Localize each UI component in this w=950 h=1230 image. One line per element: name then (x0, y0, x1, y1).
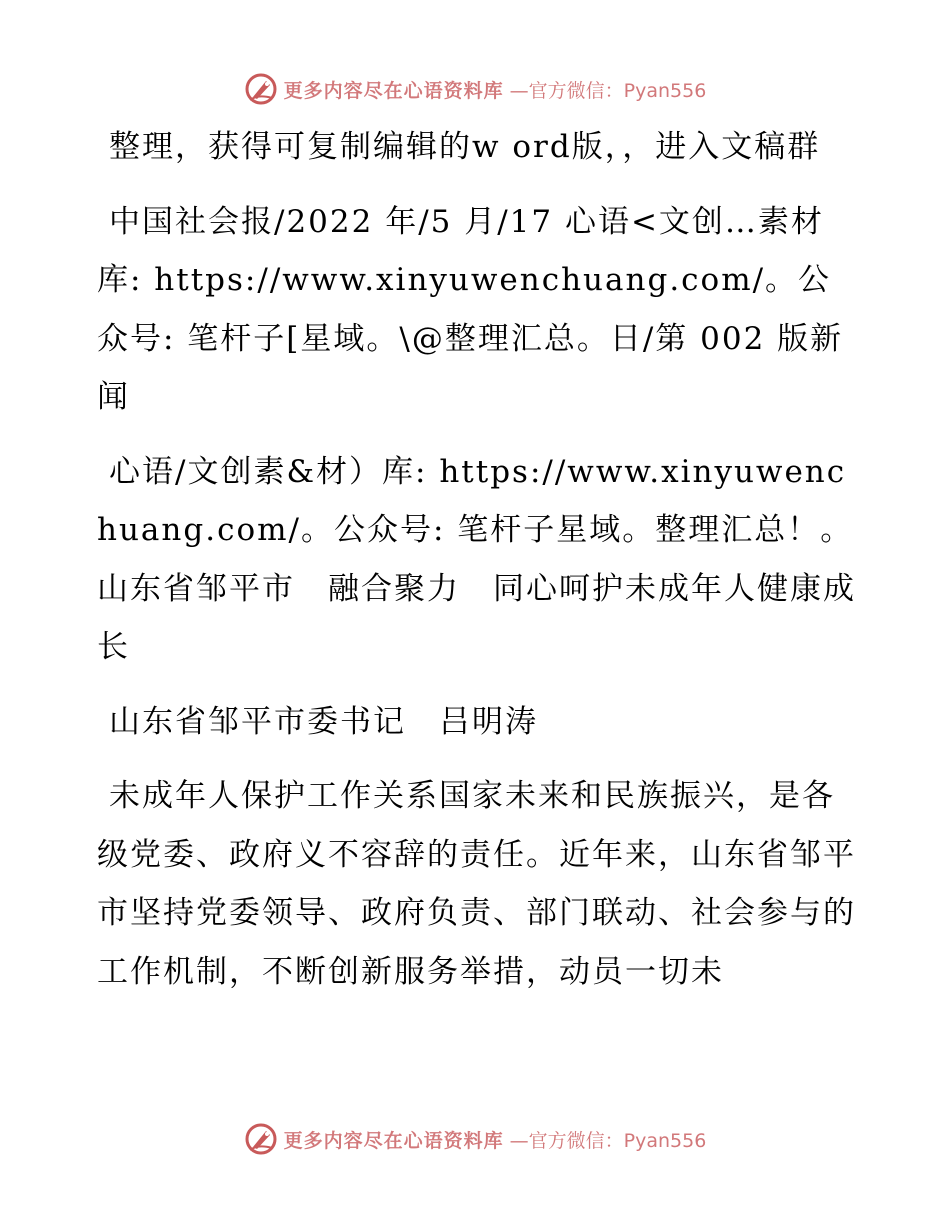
header-watermark-suffix: —官方微信：Pyan556 (509, 79, 707, 102)
pen-nib-logo-icon (244, 1122, 278, 1156)
document-body (97, 118, 857, 1017)
paragraph-2: 中国社会报/2022 年/5 月/17 心语<文创…素材库: https://www.xinyuwenchuang.com/。公众号: 笔杆子[星域。\@整理汇总。日/第 002 版新闻 (97, 203, 844, 415)
pen-nib-logo-icon (244, 72, 278, 106)
paragraph-1: 整理，获得可复制编辑的w ord版，，进入文稿群 (109, 129, 821, 165)
paragraph-5: 未成年人保护工作关系国家未来和民族振兴，是各级党委、政府义不容辞的责任。近年来，山东省邹平市坚持党委领导、政府负责、部门联动、社会参与的工作机制，不断创新服务举措，动员一切未 (97, 778, 856, 990)
footer-watermark-text: 更多内容尽在心语资料库 (283, 1129, 504, 1152)
footer-watermark (0, 1122, 950, 1156)
paragraph-3: 心语/文创素&材）库: https://www.xinyuwenchuang.com/。公众号: 笔杆子星域。整理汇总！。山东省邹平市 融合聚力 同心呵护未成年人健康成长 (97, 453, 856, 665)
footer-watermark-suffix: —官方微信：Pyan556 (509, 1129, 707, 1152)
header-watermark-text: 更多内容尽在心语资料库 (283, 79, 504, 102)
paragraph-4: 山东省邹平市委书记 吕明涛 (109, 703, 538, 740)
header-watermark (0, 72, 950, 106)
